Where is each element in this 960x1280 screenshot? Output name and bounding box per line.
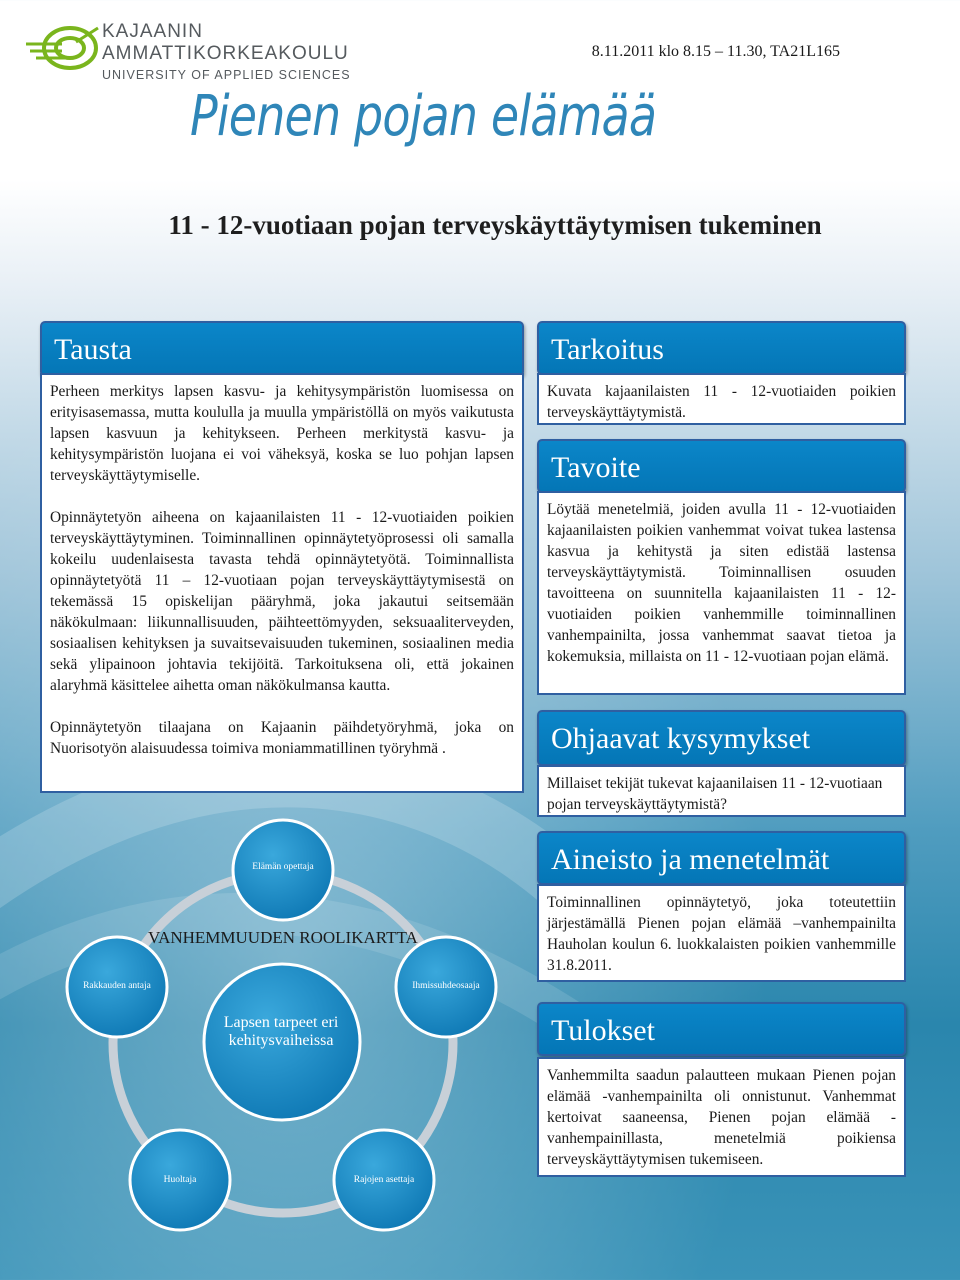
ohjaavat-text: Millaiset tekijät tukevat kajaanilaisen 11 - 12-vuotiaan pojan terveyskäyttäytymistä? — [547, 775, 883, 813]
ohjaavat-box — [537, 765, 906, 817]
ohjaavat-header — [537, 710, 906, 766]
poster-title: Pienen pojan elämää — [190, 84, 657, 149]
label-ihmissuhdeosaaja: Ihmissuhdeosaaja — [412, 981, 480, 991]
tulokset-heading: Tulokset — [551, 1014, 655, 1047]
tulokset-header — [537, 1002, 906, 1056]
logo-line-1: KAJAANIN — [102, 21, 203, 42]
tavoite-box — [537, 491, 906, 695]
logo-line-2: AMMATTIKORKEAKOULU — [102, 43, 349, 64]
tarkoitus-header — [537, 321, 906, 375]
diagram-center-label: Lapsen tarpeet eri kehitysvaiheissa — [223, 1014, 339, 1049]
tavoite-text: Löytää menetelmiä, joiden avulla 11 - 12-vuotiaiden kajaanilaisten poikien vanhemmat voivat tukea lastensa kasvua ja kehitystä ja siten edistää lastensa terveyskäyttäytymistä. Toiminnallisen osuuden tavoitteena on suunnitella kajaanilaisten 11 - 12-vuotiaiden poikien vanhemmille toiminnallinen vanhempainilta, jossa vanhemmat saavat tietoa ja kokemuksia, millaista on 11 - 12-vuotiaan pojan elämä. — [547, 501, 896, 665]
label-huoltaja: Huoltaja — [163, 1175, 197, 1185]
poster-subtitle: 11 - 12-vuotiaan pojan terveyskäyttäytymisen tukeminen — [168, 210, 822, 240]
event-date: 8.11.2011 klo 8.15 – 11.30, TA21L165 — [591, 43, 840, 60]
logo-line-3: UNIVERSITY OF APPLIED SCIENCES — [102, 68, 351, 82]
tausta-paragraph-3: Opinnäytetyön tilaajana on Kajaanin päihdetyöryhmä, joka on Nuorisotyön alaisuudessa toimiva moniammatillinen työryhmä . — [50, 719, 514, 757]
tausta-box — [40, 373, 524, 793]
aineisto-box — [537, 884, 906, 982]
tarkoitus-heading: Tarkoitus — [551, 333, 664, 366]
tavoite-header — [537, 439, 906, 493]
tulokset-box — [537, 1057, 906, 1177]
tausta-paragraph-2: Opinnäytetyön aiheena on kajaanilaisten 11 - 12-vuotiaiden poikien terveyskäyttäytyminen. Toiminnallinen opinnäytetyöprosessi oli samalla kokeilu uudenlaisesta tavasta tehdä opinnäytetyötä. Toiminnallista opinnäytetyötä 11 – 12-vuotiaan pojan terveyskäyttäytymisestä on tekemässä 15 opiskelijan pääryhmä, joka jakautui seitsemään näkökulmaan: liikunnallisuuden, päihteettömyyden, seksuaaliterveyden, sosiaalisen kehityksen ja suvaitsevaisuuden tukeminen, sosiaalinen media sekä ylipainoon johtavia tekijöitä. Tarkoituksena oli, että jokainen alaryhmä käsittelee aihetta oman näkökulmansa kautta. — [50, 509, 514, 694]
diagram-title: VANHEMMUUDEN ROOLIKARTTA — [148, 928, 418, 947]
tausta-paragraph-1: Perheen merkitys lapsen kasvu- ja kehitysympäristön luomisessa on erityisasemassa, mutta koululla ja muulla ympäristöllä on myös vaikutusta lapsen kasvuun ja kehitykseen. Perheen merkitystä kasvu- ja kehitysympäristön luojana ei voi väheksyä, koska se luo pohjan lapsen terveyskäyttäytymiselle. — [50, 383, 514, 484]
aineisto-header — [537, 831, 906, 885]
label-rajojen-asettaja: Rajojen asettaja — [353, 1175, 415, 1185]
tausta-header — [40, 321, 524, 377]
school-name — [102, 22, 351, 82]
tausta-heading: Tausta — [54, 333, 132, 366]
aineisto-text: Toiminnallinen opinnäytetyö, joka toteutettiin järjestämällä Pienen pojan elämää –vanhempainilta Hauholan koulun 6. luokkalaisten poikien vanhemmille 31.8.2011. — [547, 894, 896, 974]
aineisto-heading: Aineisto ja menetelmät — [551, 843, 830, 876]
tulokset-text: Vanhemmilta saadun palautteen mukaan Pienen pojan elämää -vanhempainilta oli onnistunut. Vanhemmat kertoivat saaneensa, Pienen pojan elämää -vanhempainillasta, menetelmiä poikiensa terveyskäyttäytymisen tukemiseen. — [547, 1067, 896, 1168]
tarkoitus-text: Kuvata kajaanilaisten 11 - 12-vuotiaiden poikien terveyskäyttäytymistä. — [547, 383, 896, 421]
tarkoitus-box — [537, 373, 906, 425]
label-rakkauden-antaja: Rakkauden antaja — [83, 981, 151, 991]
label-elaman-opettaja: Elämän opettaja — [252, 862, 314, 872]
ohjaavat-heading: Ohjaavat kysymykset — [551, 722, 811, 755]
tavoite-heading: Tavoite — [551, 451, 641, 484]
